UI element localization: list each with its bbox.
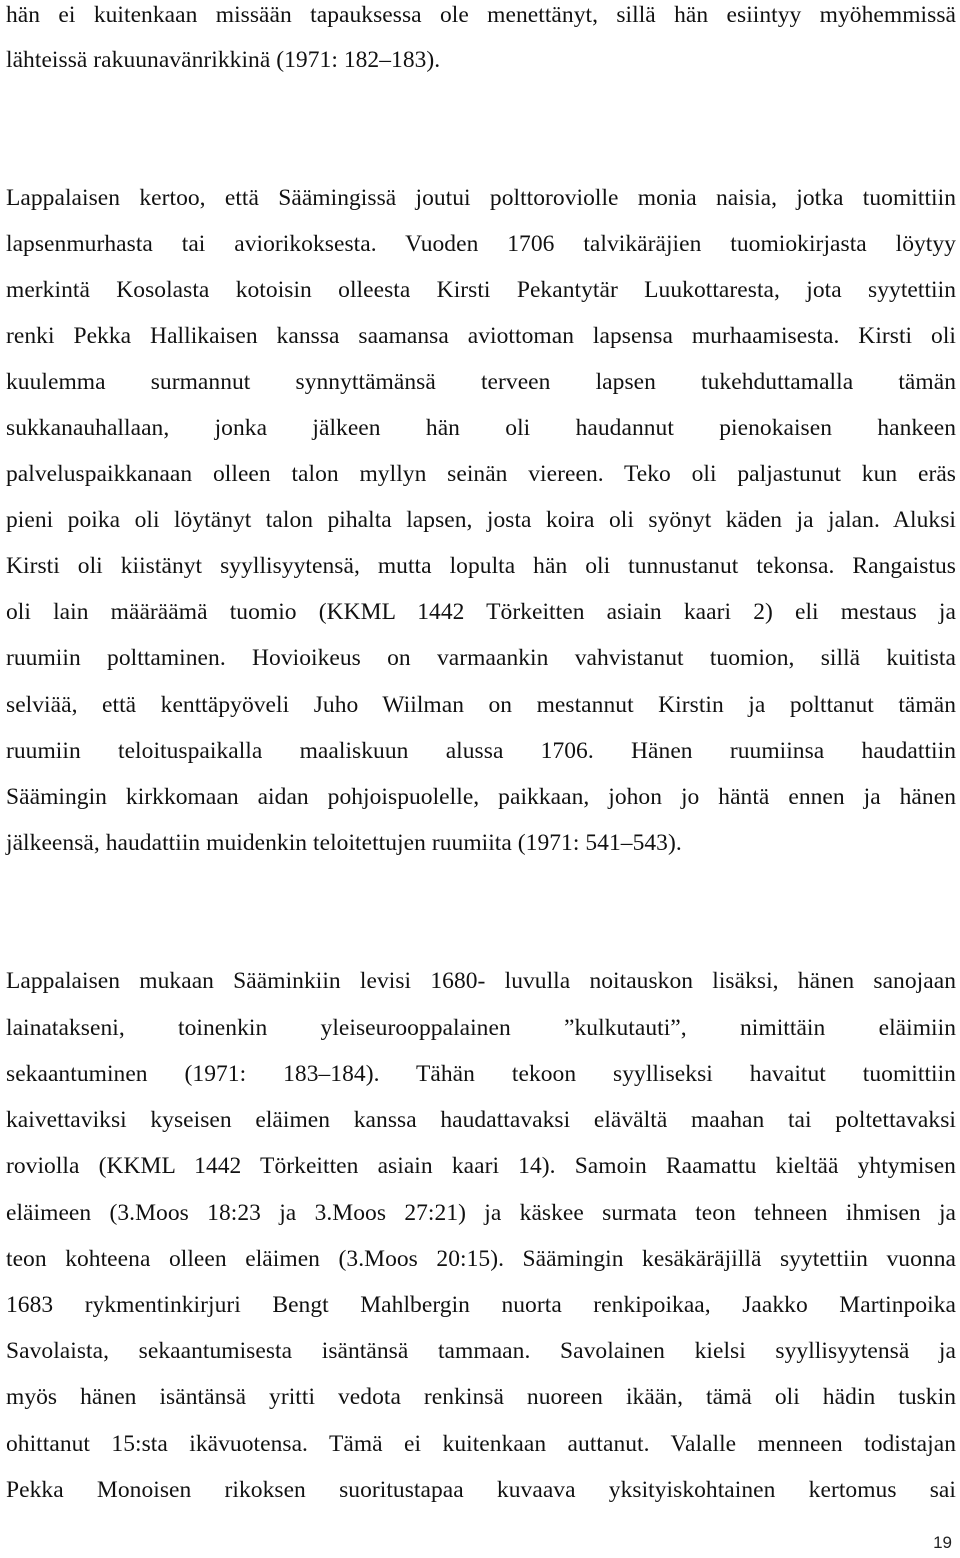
- text-line: kaivettaviksi kyseisen eläimen kanssa haudattavaksi elävältä maahan tai poltettavaksi: [6, 1107, 956, 1133]
- text-line: ohittanut 15:sta ikävuotensa. Tämä ei kuitenkaan auttanut. Valalle menneen todistajan: [6, 1431, 956, 1457]
- text-line: lapsenmurhasta tai aviorikoksesta. Vuoden 1706 talvikäräjien tuomiokirjasta löytyy: [6, 231, 956, 257]
- text-line: jälkeensä, haudattiin muidenkin teloitettujen ruumiita (1971: 541–543).: [6, 830, 682, 856]
- text-line: renki Pekka Hallikaisen kanssa saamansa aviottoman lapsensa murhaamisesta. Kirsti oli: [6, 323, 956, 349]
- text-line: merkintä Kosolasta kotoisin olleesta Kirsti Pekantytär Luukottaresta, jota syytettiin: [6, 277, 956, 303]
- text-line: lähteissä rakuunavänrikkinä (1971: 182–183).: [6, 47, 441, 73]
- text-line: hän ei kuitenkaan missään tapauksessa ole menettänyt, sillä hän esiintyy myöhemmissä: [6, 2, 956, 28]
- text-line: sukkanauhallaan, jonka jälkeen hän oli haudannut pienokaisen hankeen: [6, 415, 956, 441]
- text-line: ruumiin teloituspaikalla maaliskuun alussa 1706. Hänen ruumiinsa haudattiin: [6, 738, 956, 764]
- text-line: teon kohteena olleen eläimen (3.Moos 20:15). Säämingin kesäkäräjillä syytettiin vuonna: [6, 1246, 956, 1272]
- text-line: eläimeen (3.Moos 18:23 ja 3.Moos 27:21) ja käskee surmata teon tehneen ihmisen ja: [6, 1200, 956, 1226]
- text-line: Säämingin kirkkomaan aidan pohjoispuolelle, paikkaan, johon jo häntä ennen ja hänen: [6, 784, 956, 810]
- text-line: pieni poika oli löytänyt talon pihalta lapsen, josta koira oli syönyt käden ja jalan. Aluksi: [6, 507, 956, 533]
- text-line: Kirsti oli kiistänyt syyllisyytensä, mutta lopulta hän oli tunnustanut tekonsa. Rangaistus: [6, 553, 956, 579]
- text-line: ruumiin polttaminen. Hovioikeus on varmaankin vahvistanut tuomion, sillä kuitista: [6, 645, 956, 671]
- text-line: 1683 rykmentinkirjuri Bengt Mahlbergin nuorta renkipoikaa, Jaakko Martinpoika: [6, 1292, 956, 1318]
- text-line: roviolla (KKML 1442 Törkeitten asiain kaari 14). Samoin Raamattu kieltää yhtymisen: [6, 1153, 956, 1179]
- text-line: Pekka Monoisen rikoksen suoritustapaa kuvaava yksityiskohtainen kertomus sai: [6, 1477, 956, 1503]
- text-line: lainatakseni, toinenkin yleiseurooppalainen ”kulkutauti”, nimittäin eläimiin: [6, 1015, 956, 1041]
- text-line: myös hänen isäntänsä yritti vedota renkinsä nuoreen ikään, tämä oli hädin tuskin: [6, 1384, 956, 1410]
- text-line: Savolaista, sekaantumisesta isäntänsä tammaan. Savolainen kielsi syyllisyytensä ja: [6, 1338, 956, 1364]
- text-line: palveluspaikkanaan olleen talon myllyn seinän viereen. Teko oli paljastunut kun eräs: [6, 461, 956, 487]
- text-line: Lappalaisen kertoo, että Säämingissä joutui polttoroviolle monia naisia, jotka tuomittiin: [6, 185, 956, 211]
- page-number: 19: [933, 1533, 952, 1552]
- text-line: kuulemma surmannut synnyttämänsä terveen lapsen tukehduttamalla tämän: [6, 369, 956, 395]
- text-line: selviää, että kenttäpyöveli Juho Wiilman on mestannut Kirstin ja polttanut tämän: [6, 692, 956, 718]
- text-line: Lappalaisen mukaan Sääminkiin levisi 1680- luvulla noitauskon lisäksi, hänen sanojaan: [6, 968, 956, 994]
- text-line: sekaantuminen (1971: 183–184). Tähän tekoon syylliseksi havaitut tuomittiin: [6, 1061, 956, 1087]
- text-line: oli lain määräämä tuomio (KKML 1442 Törkeitten asiain kaari 2) eli mestaus ja: [6, 599, 956, 625]
